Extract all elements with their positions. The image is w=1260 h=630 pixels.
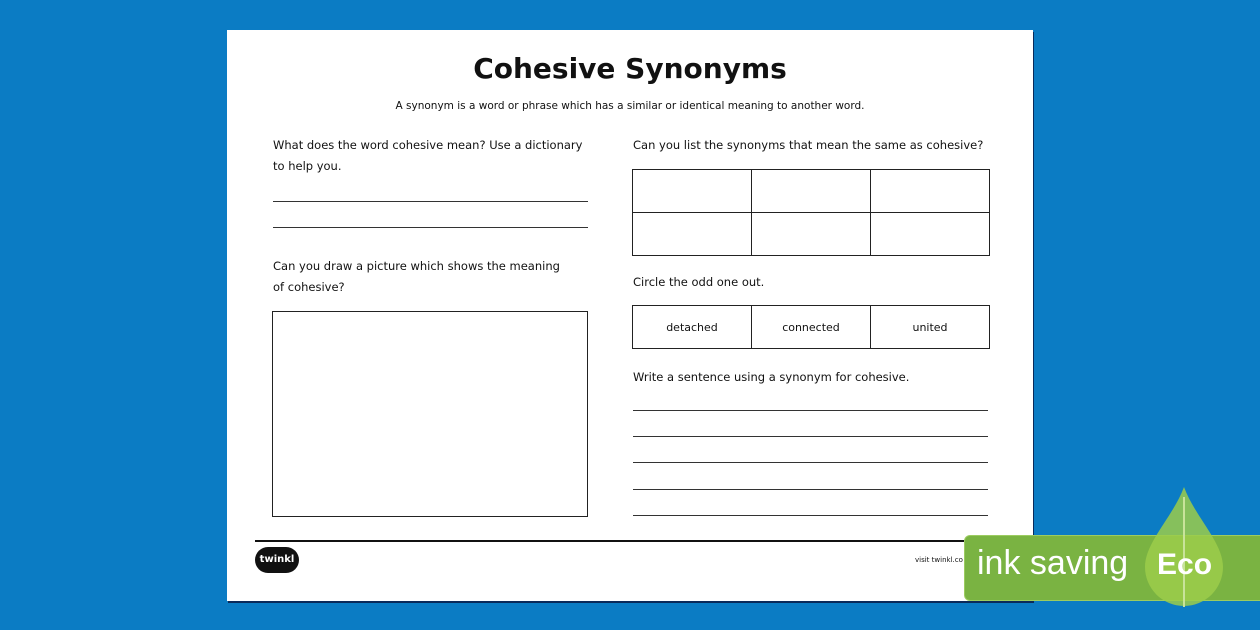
synonym-grid (632, 169, 990, 256)
question-sentence: Write a sentence using a synonym for cohesive. (633, 370, 910, 384)
leaf-drop-icon (1145, 487, 1223, 607)
question-draw (273, 256, 560, 298)
grid-cell[interactable] (871, 170, 990, 213)
subtitle: A synonym is a word or phrase which has a similar or identical meaning to another word. (395, 100, 865, 112)
grid-cell[interactable] (752, 170, 871, 213)
grid-cell[interactable] (633, 170, 752, 213)
footer-divider (255, 540, 1033, 542)
word-detached[interactable]: detached (633, 306, 752, 349)
ink-saving-label: ink saving (977, 544, 1129, 582)
word-united[interactable]: united (871, 306, 990, 349)
eco-label: Eco (1157, 548, 1213, 581)
grid-cell[interactable] (633, 213, 752, 256)
odd-one-out-table (632, 305, 990, 349)
question-meaning (273, 135, 582, 177)
grid-cell[interactable] (752, 213, 871, 256)
word-connected[interactable]: connected (752, 306, 871, 349)
question-odd-one: Circle the odd one out. (633, 275, 765, 289)
sentence-line[interactable] (633, 410, 988, 411)
sentence-line[interactable] (633, 515, 988, 516)
sentence-line[interactable] (633, 489, 988, 490)
question-line: of cohesive? (273, 280, 345, 294)
answer-line[interactable] (273, 227, 588, 228)
sentence-line[interactable] (633, 436, 988, 437)
grid-cell[interactable] (871, 213, 990, 256)
twinkl-logo: twinkl (255, 547, 299, 573)
answer-line[interactable] (273, 201, 588, 202)
question-line: Can you draw a picture which shows the meaning (273, 259, 560, 273)
page-title: Cohesive Synonyms (473, 52, 787, 85)
question-line: What does the word cohesive mean? Use a dictionary (273, 138, 583, 152)
drawing-box[interactable] (272, 311, 588, 517)
question-synonyms: Can you list the synonyms that mean the same as cohesive? (633, 138, 984, 152)
visit-link[interactable]: visit twinkl.co (915, 556, 963, 564)
worksheet-page (227, 30, 1033, 601)
question-line: to help you. (273, 159, 342, 173)
sentence-line[interactable] (633, 462, 988, 463)
